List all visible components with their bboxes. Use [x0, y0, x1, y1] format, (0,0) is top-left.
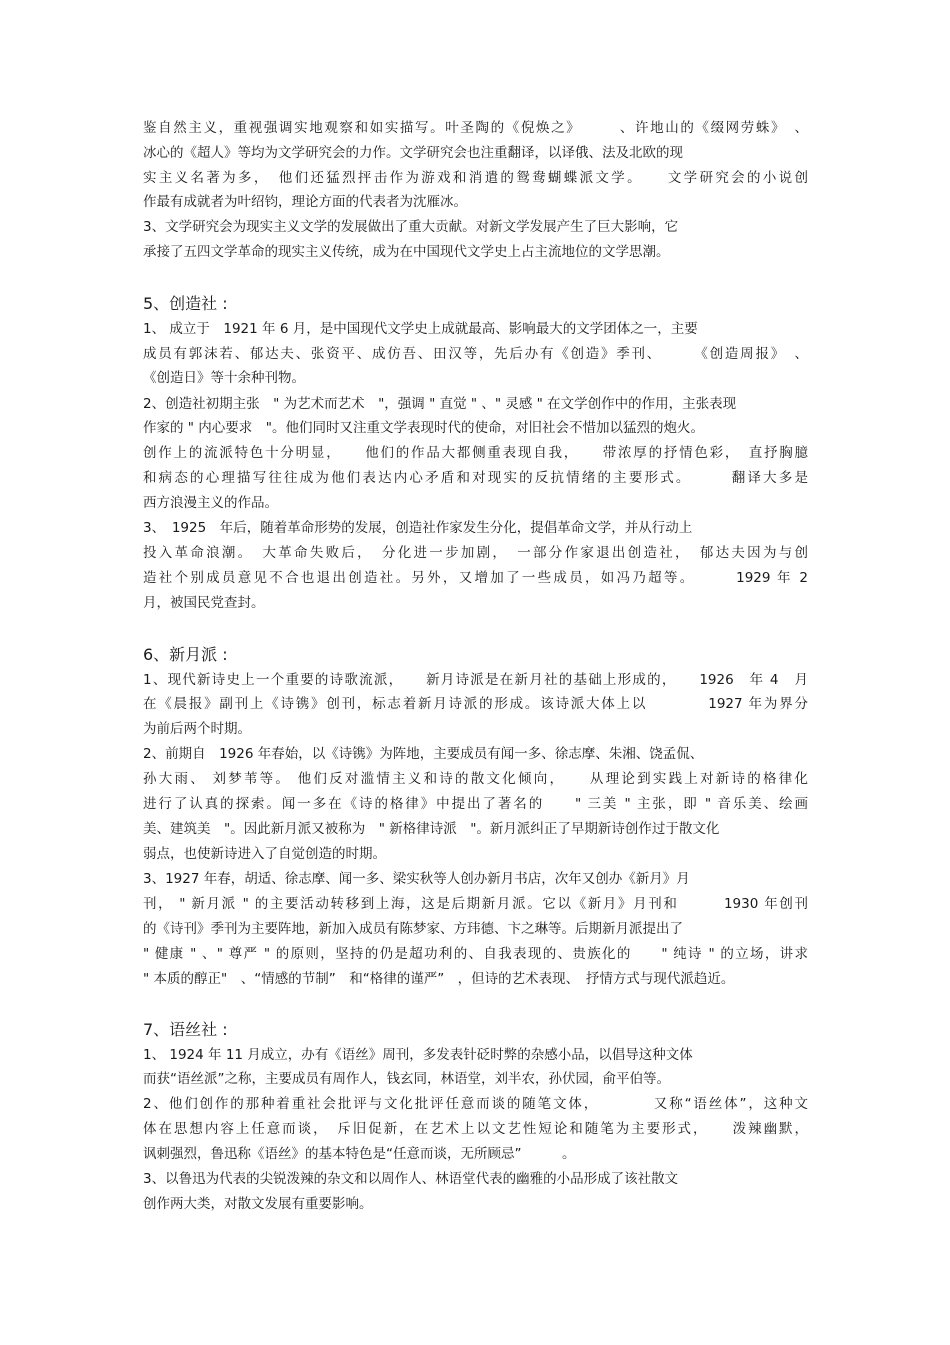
section-line: 在《晨报》副刊上《诗镌》创刊，标志着新月诗派的形成。该诗派大体上以 1927 年为界分 — [143, 696, 808, 712]
intro-line: 承接了五四文学革命的现实主义传统，成为在中国现代文学史上占主流地位的文学思潮。 — [143, 244, 670, 260]
section-line: 创作两大类，对散文发展有重要影响。 — [143, 1196, 373, 1212]
section-line: 2、前期自 1926 年春始，以《诗镌》为阵地，主要成员有闻一多、徐志摩、朱湘、饶孟侃、 — [143, 746, 704, 762]
section-line: 1、 1924 年 11 月成立，办有《语丝》周刊，多发表针砭时弊的杂感小品，以倡导这种文体 — [143, 1047, 693, 1063]
section-line: 进行了认真的探索。闻一多在《诗的格律》中提出了著名的 " 三美 " 主张，即 " 音乐美、绘画 — [143, 796, 808, 812]
section-line: 弱点，也使新诗进入了自觉创造的时期。 — [143, 846, 386, 862]
section-line: 3、 1925 年后，随着革命形势的发展，创造社作家发生分化，提倡革命文学，并从行动上 — [143, 520, 693, 536]
section-line: 1、 成立于 1921 年 6 月，是中国现代文学史上成就最高、影响最大的文学团体之一，主要 — [143, 321, 698, 337]
intro-line: 冰心的《超人》等均为文学研究会的力作。文学研究会也注重翻译，以译俄、法及北欧的现 — [143, 145, 683, 161]
section-line: 作家的 " 内心要求 "。他们同时又注重文学表现时代的使命，对旧社会不惜加以猛烈的炮火。 — [143, 420, 705, 436]
section-line: 体在思想内容上任意而谈， 斥旧促新，在艺术上以文艺性短论和随笔为主要形式， 泼辣幽默， — [143, 1121, 808, 1137]
intro-line: 鉴自然主义，重视强调实地观察和如实描写。叶圣陶的《倪焕之》 、许地山的《缀网劳蛛》 、 — [143, 120, 808, 136]
intro-line: 实主义名著为多， 他们还猛烈抨击作为游戏和消遣的鸳鸯蝴蝶派文学。 文学研究会的小说创 — [143, 170, 808, 186]
section-line: 《创造日》等十余种刊物。 — [143, 370, 305, 386]
section-line: " 本质的醇正" 、“情感的节制” 和“格律的谨严” ，但诗的艺术表现、 抒情方式与现代派趋近。 — [143, 971, 735, 987]
section-line: 投入革命浪潮。 大革命失败后， 分化进一步加剧， 一部分作家退出创造社， 郁达夫因为与创 — [143, 545, 808, 561]
section-line: 月，被国民党查封。 — [143, 595, 265, 611]
section-line: 西方浪漫主义的作品。 — [143, 495, 278, 511]
section-line: 造社个别成员意见不合也退出创造社。另外，又增加了一些成员，如冯乃超等。 1929 年 2 — [143, 570, 808, 586]
section-line: 而获“语丝派”之称，主要成员有周作人，钱玄同，林语堂，刘半农，孙伏园，俞平伯等。 — [143, 1071, 670, 1087]
section-line: 成员有郭沫若、郁达夫、张资平、成仿吾、田汉等，先后办有《创造》季刊、 《创造周报》 、 — [143, 346, 808, 362]
intro-line: 作最有成就者为叶绍钧，理论方面的代表者为沈雁冰。 — [143, 194, 467, 210]
intro-line: 3、文学研究会为现实主义文学的发展做出了重大贡献。对新文学发展产生了巨大影响，它 — [143, 219, 679, 235]
section-line: 美、建筑美 "。因此新月派又被称为 " 新格律诗派 "。新月派纠正了早期新诗创作过于散文化 — [143, 821, 720, 837]
section-line: 2、创造社初期主张 " 为艺术而艺术 "，强调 " 直觉 " 、" 灵感 " 在文学创作中的作用，主张表现 — [143, 396, 737, 412]
section-line: 刊， " 新月派 " 的主要活动转移到上海，这是后期新月派。它以《新月》月刊和 1930 年创刊 — [143, 896, 808, 912]
section-line: 孙大雨、 刘梦苇等。 他们反对滥情主义和诗的散文化倾向， 从理论到实践上对新诗的格律化 — [143, 771, 808, 787]
section-line: 为前后两个时期。 — [143, 721, 251, 737]
section-line: 和病态的心理描写往往成为他们表达内心矛盾和对现实的反抗情绪的主要形式。 翻译大多是 — [143, 470, 808, 486]
section-line: 3、1927 年春，胡适、徐志摩、闻一多、梁实秋等人创办新月书店，次年又创办《新月》月 — [143, 871, 690, 887]
section-line: " 健康 " 、" 尊严 " 的原则，坚持的仍是超功利的、自我表现的、贵族化的 " 纯诗 " 的立场，讲求 — [143, 946, 808, 962]
section-heading: 5、创造社 : — [143, 294, 228, 313]
section-line: 3、以鲁迅为代表的尖锐泼辣的杂文和以周作人、林语堂代表的幽雅的小品形成了该社散文 — [143, 1171, 679, 1187]
section-line: 1、现代新诗史上一个重要的诗歌流派， 新月诗派是在新月社的基础上形成的， 1926 年 4 月 — [143, 672, 808, 688]
section-line: 讽刺强烈，鲁迅称《语丝》的基本特色是“任意而谈，无所顾忌” 。 — [143, 1146, 576, 1162]
section-line: 的《诗刊》季刊为主要阵地，新加入成员有陈梦家、方玮德、卞之琳等。后期新月派提出了 — [143, 921, 683, 937]
section-line: 创作上的流派特色十分明显， 他们的作品大都侧重表现自我， 带浓厚的抒情色彩， 直抒胸臆 — [143, 445, 808, 461]
section-line: 2、他们创作的那种着重社会批评与文化批评任意而谈的随笔文体， 又称“语丝体”，这种文 — [143, 1096, 808, 1112]
section-heading: 7、语丝社 : — [143, 1020, 228, 1039]
section-heading: 6、新月派 : — [143, 645, 228, 664]
